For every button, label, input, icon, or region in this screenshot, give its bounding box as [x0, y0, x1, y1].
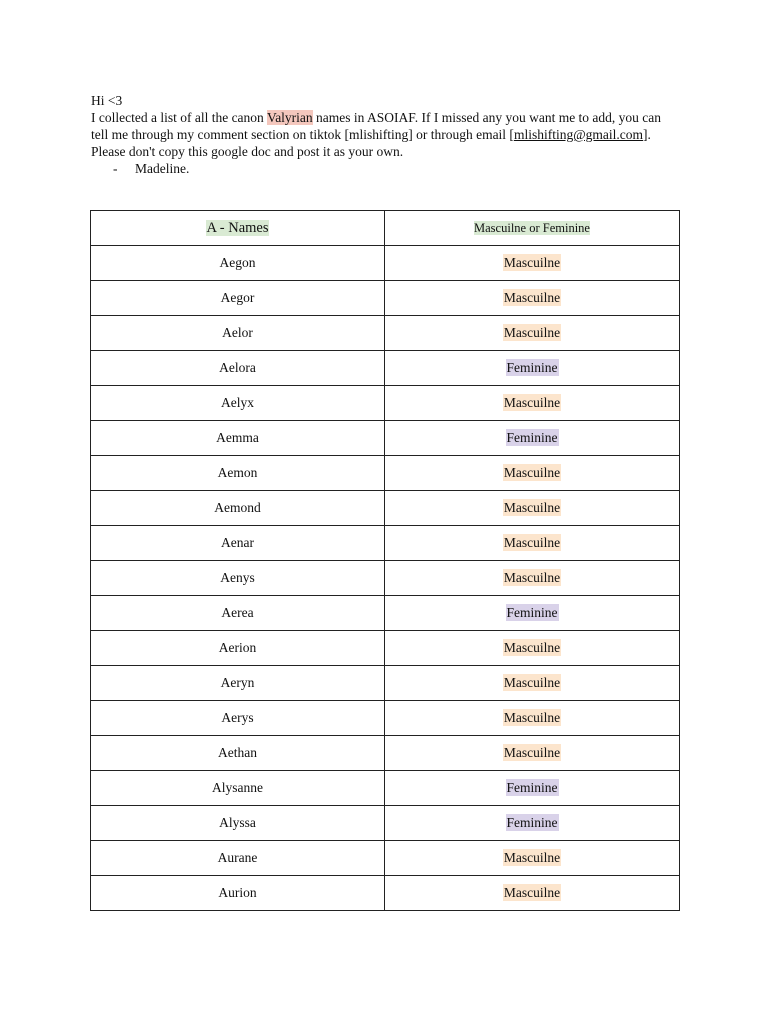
name-text: Aenar — [221, 535, 254, 550]
name-cell — [91, 246, 385, 281]
gender-tag: Feminine — [506, 430, 558, 445]
intro-line-1: I collected a list of all the canon Valyrian names in ASOIAF. If I missed any you want me to add, you can — [91, 110, 662, 125]
name-text: Aelor — [222, 325, 253, 340]
header-gender-cell — [385, 211, 680, 246]
name-text: Aenys — [220, 570, 255, 585]
gender-tag: Feminine — [506, 815, 558, 830]
name-cell — [91, 561, 385, 596]
gender-cell — [385, 561, 680, 596]
name-cell — [91, 316, 385, 351]
table-row — [91, 701, 680, 736]
name-cell — [91, 666, 385, 701]
table-row — [91, 351, 680, 386]
gender-tag: Mascuilne — [503, 885, 561, 900]
gender-cell — [385, 246, 680, 281]
names-table — [90, 210, 680, 911]
email-link[interactable]: mlishifting@gmail.com — [513, 127, 643, 142]
gender-tag: Mascuilne — [503, 710, 561, 725]
gender-cell — [385, 736, 680, 771]
signature-dash: - — [113, 161, 118, 176]
gender-cell — [385, 841, 680, 876]
header-names-cell — [91, 211, 385, 246]
name-cell — [91, 841, 385, 876]
name-text: Aerion — [218, 640, 257, 655]
name-cell — [91, 421, 385, 456]
gender-cell — [385, 596, 680, 631]
table-row — [91, 526, 680, 561]
gender-cell — [385, 316, 680, 351]
table-row — [91, 806, 680, 841]
gender-cell — [385, 631, 680, 666]
name-cell — [91, 701, 385, 736]
table-row — [91, 491, 680, 526]
intro-text — [91, 92, 691, 177]
intro-line-3: Please don't copy this google doc and post it as your own. — [91, 144, 404, 159]
name-text: Aerys — [221, 710, 254, 725]
table-row — [91, 876, 680, 911]
name-text: Alyssa — [219, 815, 256, 830]
table-row — [91, 561, 680, 596]
name-cell — [91, 596, 385, 631]
valyrian-highlight: Valyrian — [266, 110, 313, 125]
gender-cell — [385, 421, 680, 456]
name-cell — [91, 351, 385, 386]
greeting: Hi <3 — [91, 93, 123, 108]
table-row — [91, 281, 680, 316]
name-cell — [91, 771, 385, 806]
table-row — [91, 631, 680, 666]
gender-tag: Mascuilne — [503, 675, 561, 690]
name-cell — [91, 876, 385, 911]
gender-cell — [385, 806, 680, 841]
name-text: Aemon — [217, 465, 258, 480]
header-names: A - Names — [206, 219, 269, 236]
gender-cell — [385, 386, 680, 421]
name-text: Aelora — [219, 360, 256, 375]
name-cell — [91, 736, 385, 771]
name-text: Aerea — [221, 605, 254, 620]
gender-cell — [385, 701, 680, 736]
gender-tag: Feminine — [506, 605, 558, 620]
table-row — [91, 666, 680, 701]
name-text: Alysanne — [212, 780, 263, 795]
header-gender: Mascuilne or Feminine — [474, 221, 590, 235]
name-text: Aelyx — [221, 395, 254, 410]
name-text: Aegor — [220, 290, 255, 305]
name-text: Aemma — [216, 430, 259, 445]
table-row — [91, 596, 680, 631]
name-cell — [91, 456, 385, 491]
gender-cell — [385, 351, 680, 386]
name-text: Aeryn — [220, 675, 255, 690]
gender-tag: Mascuilne — [503, 290, 561, 305]
signature-line — [91, 160, 691, 177]
gender-tag: Mascuilne — [503, 465, 561, 480]
intro-line-2: tell me through my comment section on tiktok [mlishifting] or through email [mlishifting@gmail.com]. — [91, 127, 651, 142]
table-row — [91, 456, 680, 491]
name-cell — [91, 281, 385, 316]
gender-tag: Feminine — [506, 360, 558, 375]
gender-cell — [385, 526, 680, 561]
gender-tag: Mascuilne — [503, 325, 561, 340]
gender-tag: Mascuilne — [503, 850, 561, 865]
gender-tag: Mascuilne — [503, 570, 561, 585]
name-text: Aegon — [219, 255, 256, 270]
table-row — [91, 841, 680, 876]
gender-tag: Mascuilne — [503, 395, 561, 410]
gender-tag: Mascuilne — [503, 500, 561, 515]
gender-cell — [385, 456, 680, 491]
name-cell — [91, 491, 385, 526]
table-row — [91, 736, 680, 771]
table-row — [91, 316, 680, 351]
table-row — [91, 421, 680, 456]
gender-cell — [385, 771, 680, 806]
name-text: Aurane — [217, 850, 258, 865]
gender-tag: Mascuilne — [503, 745, 561, 760]
table-row — [91, 246, 680, 281]
name-cell — [91, 526, 385, 561]
name-text: Aemond — [214, 500, 261, 515]
table-row — [91, 386, 680, 421]
signature: Madeline. — [135, 161, 190, 176]
gender-tag: Mascuilne — [503, 535, 561, 550]
gender-cell — [385, 491, 680, 526]
name-text: Aurion — [218, 885, 257, 900]
gender-cell — [385, 666, 680, 701]
name-text: Aethan — [218, 745, 257, 760]
gender-tag: Mascuilne — [503, 640, 561, 655]
name-cell — [91, 386, 385, 421]
gender-cell — [385, 876, 680, 911]
gender-tag: Feminine — [506, 780, 558, 795]
table-row — [91, 771, 680, 806]
name-cell — [91, 631, 385, 666]
table-header-row — [91, 211, 680, 246]
gender-tag: Mascuilne — [503, 255, 561, 270]
name-cell — [91, 806, 385, 841]
gender-cell — [385, 281, 680, 316]
